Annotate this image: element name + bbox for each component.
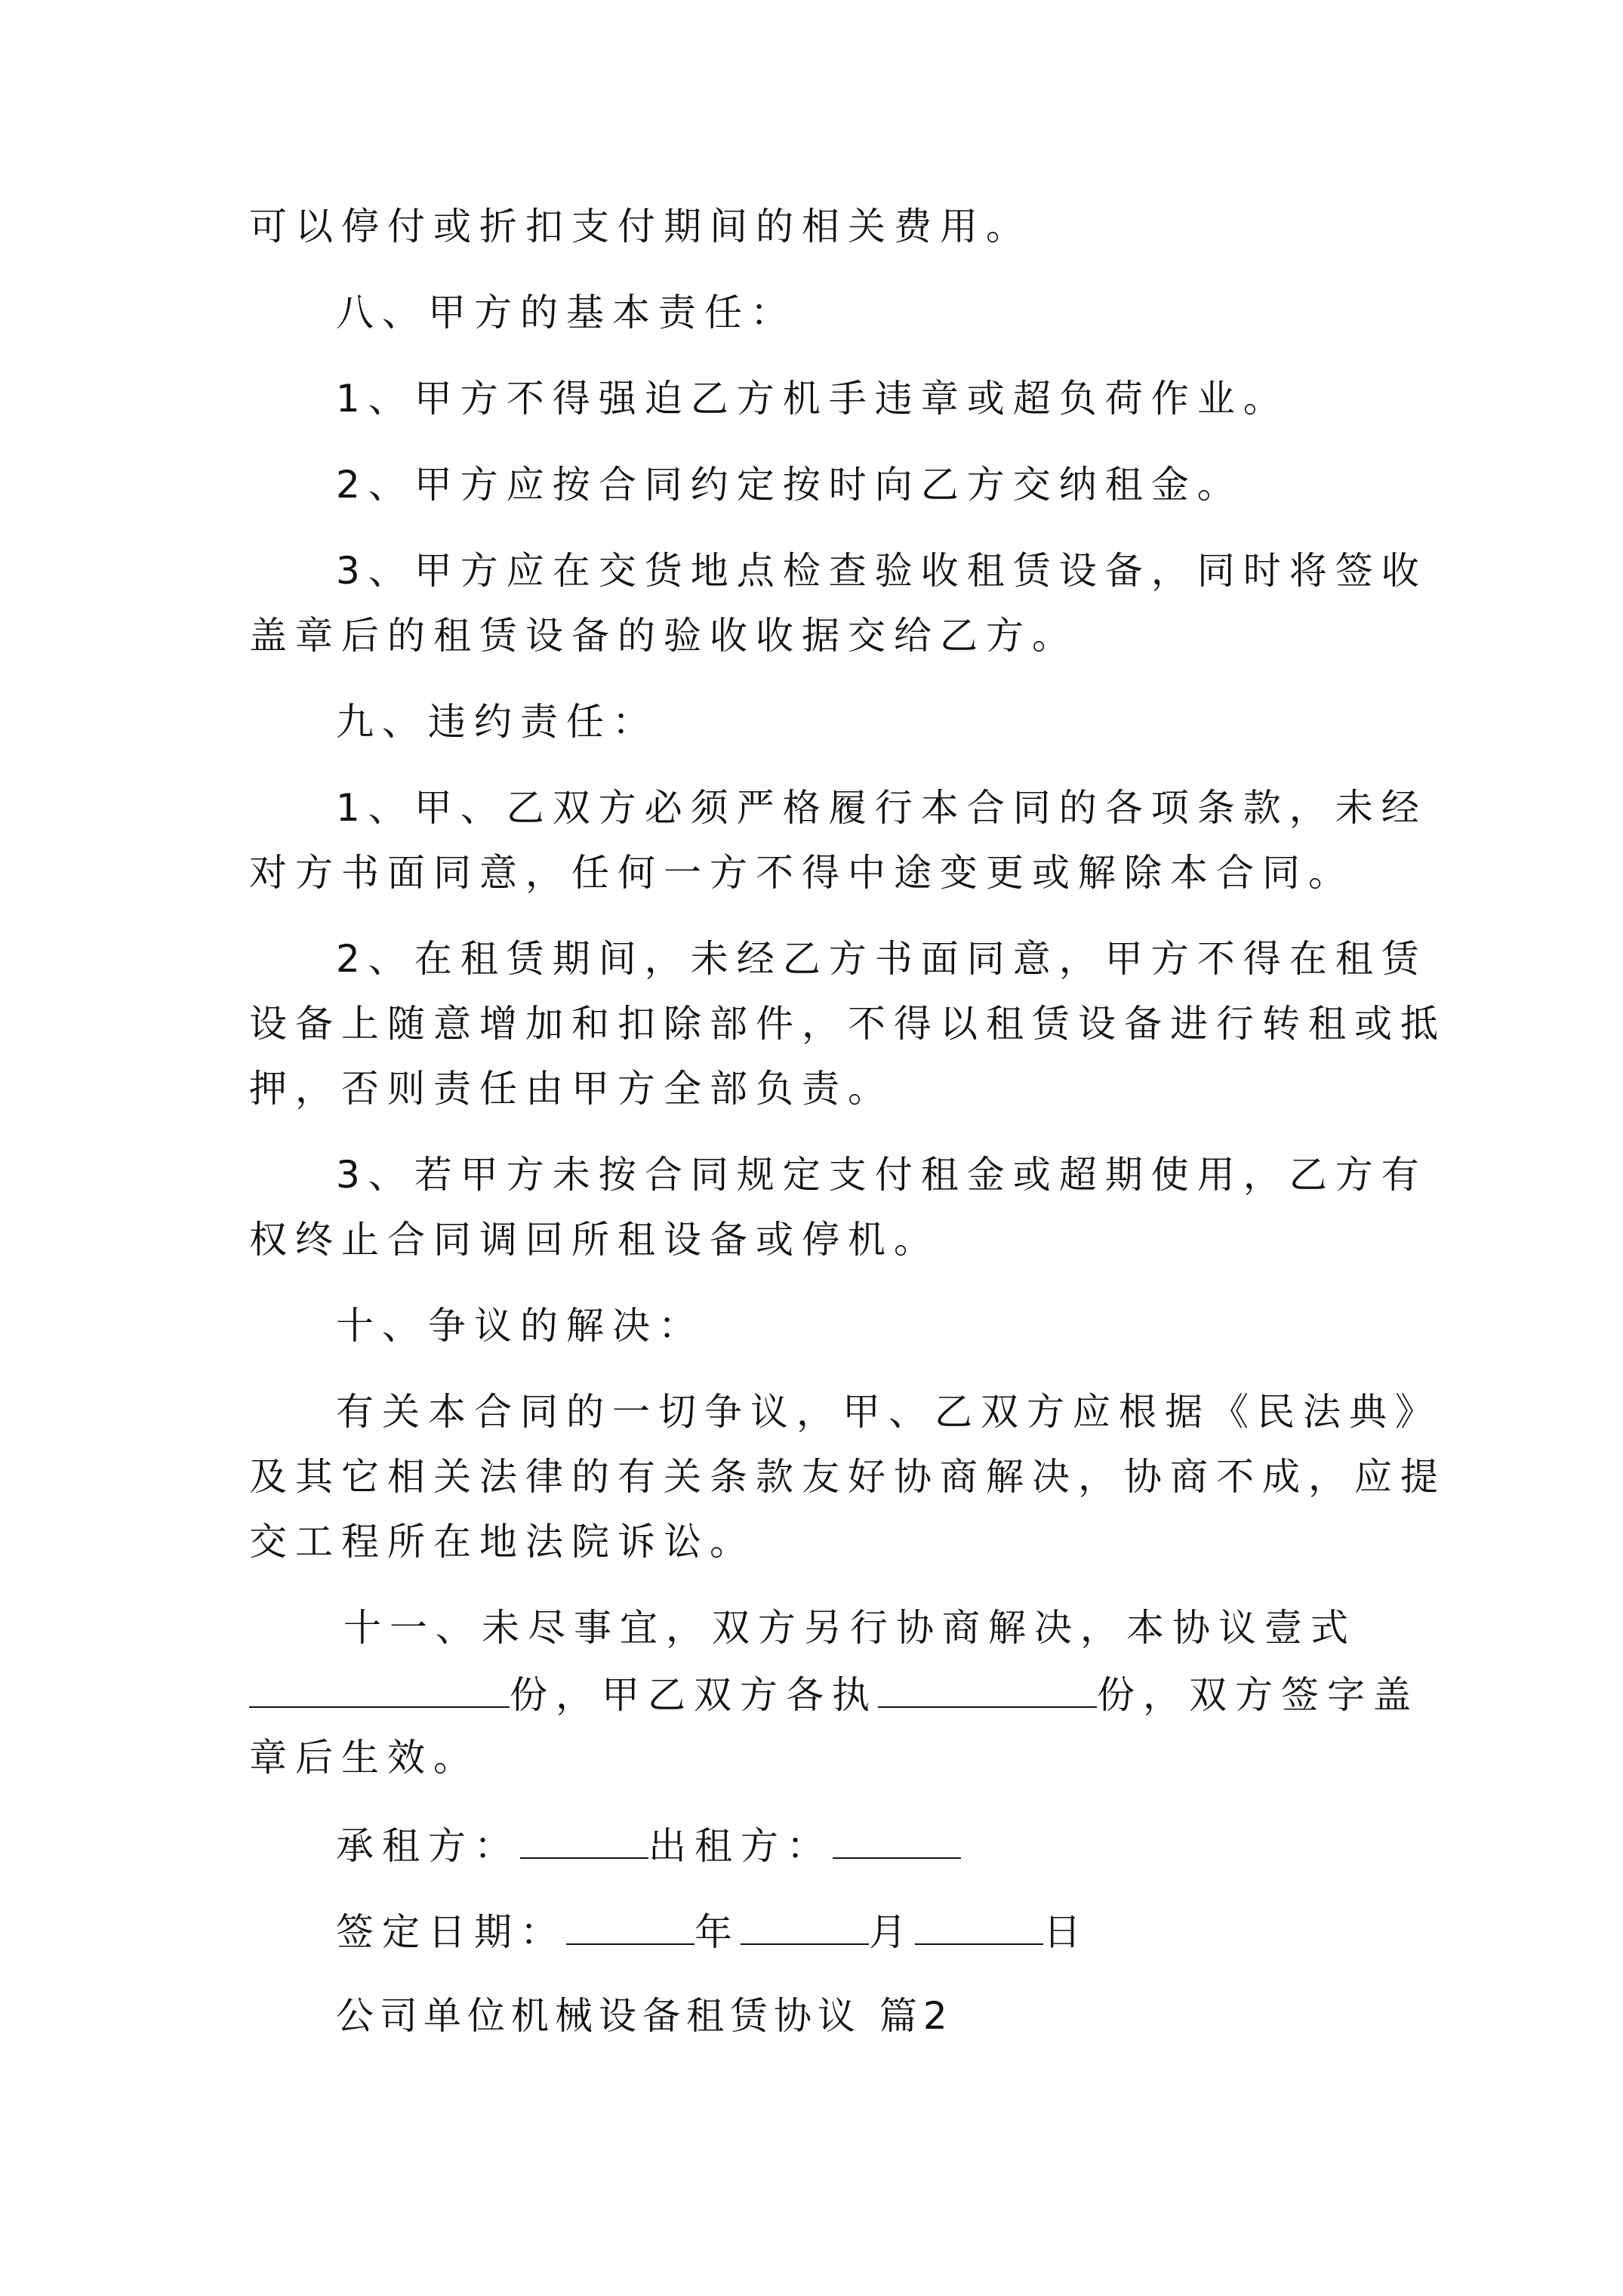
paragraph-line: 章后生效。 — [249, 1736, 479, 1780]
paragraph-line: 设备上随意增加和扣除部件，不得以租赁设备进行转租或抵 — [249, 1002, 1446, 1046]
paragraph-line: 对方书面同意，任何一方不得中途变更或解除本合同。 — [249, 851, 1354, 895]
paragraph-line: 2、甲方应按合同约定按时向乙方交纳租金。 — [336, 463, 1243, 507]
paragraph-line: 盖章后的租赁设备的验收收据交给乙方。 — [249, 614, 1078, 658]
next-section-title: 公司单位机械设备租赁协议 篇2 — [336, 1994, 953, 2038]
paragraph-line: 1、甲、乙双方必须严格履行本合同的各项条款，未经 — [336, 786, 1427, 830]
lessee-label: 承租方： — [336, 1824, 520, 1868]
paragraph-line: 权终止合同调回所租设备或停机。 — [249, 1218, 940, 1262]
paragraph-line: 押，否则责任由甲方全部负责。 — [249, 1067, 894, 1111]
sign-date-line — [336, 1906, 1397, 1956]
paragraph-line: 3、若甲方未按合同规定支付租金或超期使用，乙方有 — [336, 1153, 1427, 1197]
paragraph-line: 可以停付或折扣支付期间的相关费用。 — [249, 205, 1032, 248]
section-heading-9: 九、违约责任： — [336, 700, 658, 744]
lessor-label: 出租方： — [648, 1824, 833, 1868]
each-copies-blank[interactable] — [878, 1669, 1097, 1708]
month-label: 月 — [869, 1910, 915, 1954]
lessor-blank[interactable] — [833, 1820, 961, 1859]
paragraph-line: 及其它相关法律的有关条款友好协商解决，协商不成，应提 — [249, 1455, 1446, 1499]
copies-text-2: 份，双方签字盖 — [1097, 1673, 1419, 1717]
section-heading-8: 八、甲方的基本责任： — [336, 291, 796, 334]
day-blank[interactable] — [915, 1906, 1043, 1945]
section-heading-10: 十、争议的解决： — [336, 1304, 704, 1348]
copies-line — [249, 1669, 1419, 1719]
lessee-blank[interactable] — [520, 1820, 648, 1859]
copies-text-1: 份，甲乙双方各执 — [510, 1673, 878, 1717]
paragraph-line: 3、甲方应在交货地点检查验收租赁设备，同时将签收 — [336, 549, 1427, 593]
sign-date-label: 签定日期： — [336, 1910, 566, 1954]
day-label: 日 — [1043, 1910, 1089, 1954]
year-label: 年 — [694, 1910, 741, 1954]
paragraph-line: 交工程所在地法院诉讼。 — [249, 1520, 756, 1564]
total-copies-blank[interactable] — [249, 1669, 510, 1708]
signature-parties-line — [336, 1820, 1397, 1870]
section-heading-11: 十一、未尽事宜，双方另行协商解决，本协议壹式 — [343, 1606, 1357, 1650]
year-blank[interactable] — [566, 1906, 694, 1945]
paragraph-line: 1、甲方不得强迫乙方机手违章或超负荷作业。 — [336, 377, 1289, 421]
paragraph-line: 有关本合同的一切争议，甲、乙双方应根据《民法典》 — [336, 1390, 1441, 1434]
month-blank[interactable] — [741, 1906, 869, 1945]
paragraph-line: 2、在租赁期间，未经乙方书面同意，甲方不得在租赁 — [336, 937, 1427, 981]
